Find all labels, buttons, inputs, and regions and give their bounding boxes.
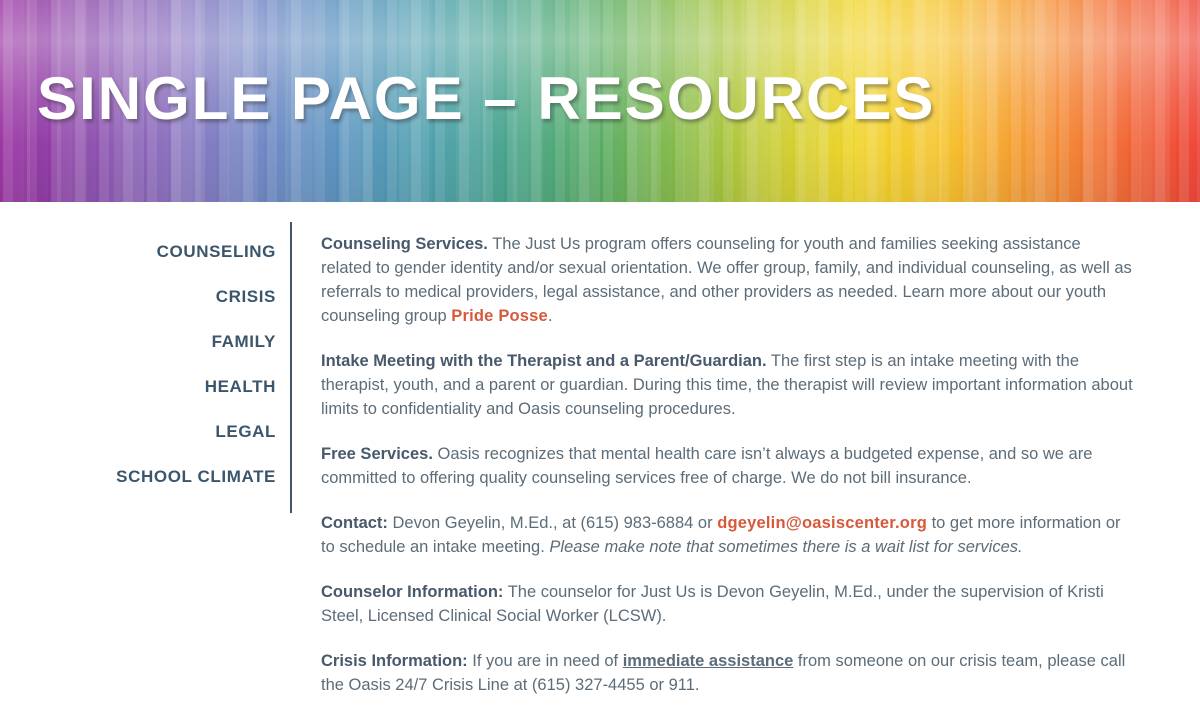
immediate-assistance-emphasis: immediate assistance [622,652,794,670]
contact-text: Devon Geyelin, M.Ed., at (615) 983-6884 or [387,514,718,532]
sidebar-item-school-climate[interactable] [0,468,276,487]
sidebar-link-health[interactable]: HEALTH [204,377,276,396]
sidebar-link-crisis[interactable]: CRISIS [215,287,276,306]
counseling-services-text: The Just Us program offers counseling for youth and families seeking assistance related to gender identity and/or sexual orientation. We offer group, family, and individual counseling, as well as referrals to medical providers, legal assistance, and other providers as needed. Learn more about our youth counseling group [321,235,1132,325]
paragraph-counselor-information [321,580,1135,628]
waitlist-note: Please make note that sometimes there is a wait list for services. [549,538,1023,556]
sidebar-link-counseling[interactable]: COUNSELING [156,242,276,261]
page-title: SINGLE PAGE – RESOURCES [37,64,936,132]
crisis-information-text: If you are in need of [467,652,623,670]
paragraph-counseling-services [321,232,1135,328]
sidebar-item-health[interactable] [0,378,276,397]
sidebar-item-crisis[interactable] [0,288,276,307]
counselor-information-text: The counselor for Just Us is Devon Geyelin, M.Ed., under the supervision of Kristi Steel, Licensed Clinical Social Worker (LCSW). [321,583,1104,625]
free-services-heading: Free Services. [321,445,433,463]
counselor-information-heading: Counselor Information: [321,583,504,601]
paragraph-crisis-information [321,649,1135,697]
page-header [0,0,1200,202]
sidebar-link-legal[interactable]: LEGAL [215,422,276,441]
content-area [321,202,1135,710]
intake-meeting-heading: Intake Meeting with the Therapist and a Parent/Guardian. [321,352,767,370]
paragraph-intake-meeting [321,349,1135,421]
sidebar-link-school-climate[interactable]: SCHOOL CLIMATE [116,467,276,486]
paragraph-free-services [321,442,1135,490]
contact-text-2: to get more information or to schedule an intake meeting. [321,514,1121,556]
crisis-information-heading: Crisis Information: [321,652,468,670]
sidebar-item-legal[interactable] [0,423,276,442]
sidebar-item-family[interactable] [0,333,276,352]
crisis-information-text-2: from someone on our crisis team, please call the Oasis 24/7 Crisis Line at (615) 327-4455 or 911. [321,652,1126,694]
sidebar-nav [0,222,292,513]
counseling-services-heading: Counseling Services. [321,235,488,253]
sidebar-list [0,222,290,487]
sidebar-link-family[interactable]: FAMILY [211,332,276,351]
main-layout [0,202,1200,710]
intake-meeting-text: The first step is an intake meeting with the therapist, youth, and a parent or guardian. During this time, the therapist will review important information about limits to confidentiality and Oasis counseling procedures. [321,352,1133,418]
email-link[interactable]: dgeyelin@oasiscenter.org [717,514,927,532]
counseling-services-period: . [547,307,553,325]
contact-heading: Contact: [321,514,388,532]
paragraph-contact [321,511,1135,559]
pride-posse-link[interactable]: Pride Posse [451,307,548,325]
sidebar-item-counseling[interactable] [0,243,276,262]
free-services-text: Oasis recognizes that mental health care isn’t always a budgeted expense, and so we are committed to offering quality counseling services free of charge. We do not bill insurance. [321,445,1093,487]
